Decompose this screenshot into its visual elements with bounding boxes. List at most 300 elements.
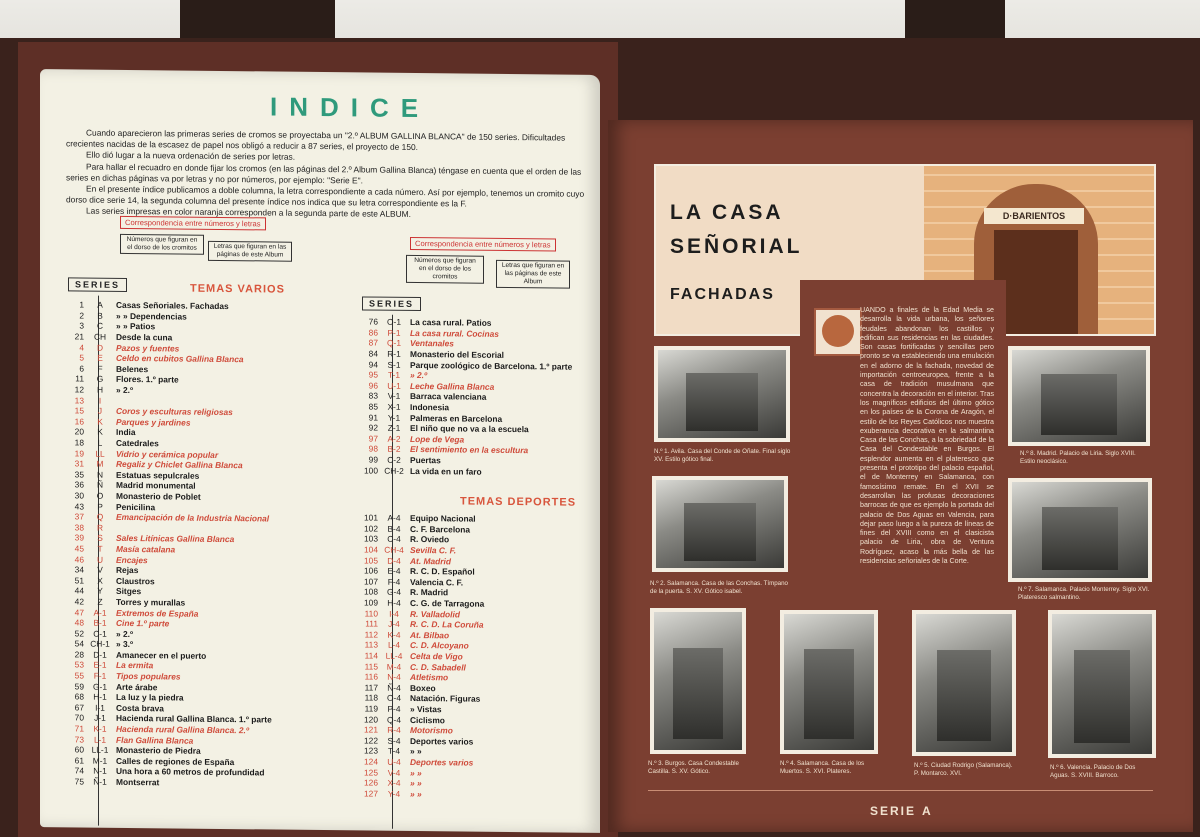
series-number: 107 xyxy=(364,576,378,587)
series-title: Flan Gallina Blanca xyxy=(116,734,194,746)
series-letter: Q-4 xyxy=(387,714,401,725)
sticker-card-4 xyxy=(780,610,878,754)
caption: N.º 6. Valencia. Palacio de Dos Aguas. S. XVIII. Barroco. xyxy=(1050,764,1136,779)
photo xyxy=(1012,350,1146,442)
series-letter: C-1 xyxy=(93,628,107,639)
series-title: Regaliz y Chiclet Gallina Blanca xyxy=(116,459,243,471)
series-letter: F xyxy=(97,363,103,374)
series-number: 121 xyxy=(364,724,378,735)
intro-paragraph: En el presente índice publicamos a doble columna, la letra correspondiente a cada número. Así por ejemplo, tenemos un cromito cuyo dorso dice serie 14, la segunda columna del presente índice nos indica que su letra correspondiente es la F. xyxy=(66,183,585,209)
series-number: 68 xyxy=(74,691,84,702)
series-letter: X xyxy=(97,575,103,586)
series-number: 123 xyxy=(364,745,378,756)
series-title: Extremos de España xyxy=(116,607,199,619)
series-letter: M xyxy=(96,458,104,469)
series-letter: Ñ xyxy=(96,480,104,491)
building xyxy=(686,373,758,431)
series-letter: D-1 xyxy=(93,649,107,660)
series-number: 39 xyxy=(74,532,84,543)
series-letter: B xyxy=(97,310,103,321)
series-letter: P xyxy=(97,501,103,512)
door xyxy=(994,230,1078,334)
series-number: 37 xyxy=(74,511,84,522)
series-number: 31 xyxy=(74,458,84,469)
series-title: » » xyxy=(410,746,422,757)
series-number: 83 xyxy=(368,390,378,402)
series-letter: H xyxy=(96,384,104,395)
title-line: SEÑORIAL xyxy=(670,235,803,258)
series-title: Amanecer en el puerto xyxy=(116,649,207,661)
series-title: Madrid monumental xyxy=(116,480,196,492)
section-heading: TEMAS DEPORTES xyxy=(460,495,577,509)
series-title: India xyxy=(116,427,136,438)
series-number: 86 xyxy=(368,327,378,338)
series-title: La luz y la piedra xyxy=(116,692,184,703)
sticker-card-1 xyxy=(654,346,790,442)
series-title: At. Bilbao xyxy=(410,629,450,641)
series-letter: G xyxy=(96,374,104,385)
series-number: 36 xyxy=(74,479,84,490)
series-letter: V xyxy=(97,564,103,575)
series-letter: I-4 xyxy=(389,608,399,619)
series-number: 67 xyxy=(74,702,84,713)
series-number: 4 xyxy=(79,342,84,353)
series-number: 3 xyxy=(79,320,84,332)
series-letter: P-4 xyxy=(387,703,401,714)
series-letter: I xyxy=(98,395,102,406)
series-letter: L xyxy=(97,437,103,448)
serie-label xyxy=(870,804,933,818)
series-letter: G-1 xyxy=(93,681,107,692)
series-number: 76 xyxy=(368,316,378,327)
series-letter: K xyxy=(97,427,103,438)
series-letter: P-1 xyxy=(387,327,401,338)
sticker-card-2 xyxy=(652,476,788,572)
series-title: » 3.º xyxy=(116,639,134,650)
series-letter: S-1 xyxy=(387,359,401,370)
series-title: Torres y murallas xyxy=(116,596,186,608)
series-letter: S xyxy=(97,533,103,544)
series-number: 115 xyxy=(364,661,378,672)
series-number: 54 xyxy=(74,638,84,649)
series-letter: Y xyxy=(97,585,103,597)
series-letter: U xyxy=(96,554,104,565)
series-title: » » xyxy=(410,767,422,778)
series-title: La ermita xyxy=(116,660,154,671)
series-title: Coros y esculturas religiosas xyxy=(116,406,233,418)
series-letter: I-1 xyxy=(95,702,105,713)
series-number: 100 xyxy=(364,465,378,476)
series-letter: D-4 xyxy=(387,555,401,566)
series-letter: V-1 xyxy=(387,391,401,402)
series-title: La vida en un faro xyxy=(410,465,482,477)
series-letter: LL-4 xyxy=(385,650,403,661)
series-title: Lope de Vega xyxy=(410,433,465,445)
series-letter: Z-1 xyxy=(387,422,401,434)
series-title: Leche Gallina Blanca xyxy=(410,380,495,392)
series-number: 73 xyxy=(74,734,84,745)
series-title: Cine 1.º parte xyxy=(116,617,170,629)
series-letter: J xyxy=(97,405,103,416)
correspondence-label: Correspondencia entre números y letras xyxy=(410,237,556,252)
series-title: La casa rural. Cocinas xyxy=(410,327,499,339)
series-title: R. Madrid xyxy=(410,587,449,598)
photo xyxy=(658,350,786,438)
series-title: Masía catalana xyxy=(116,543,176,555)
series-number: 43 xyxy=(74,501,84,512)
series-title: C. G. de Tarragona xyxy=(410,597,485,609)
series-letter: H-4 xyxy=(387,597,401,608)
series-number: 112 xyxy=(364,629,378,640)
series-letter: C xyxy=(96,321,104,332)
series-title: Costa brava xyxy=(116,702,164,714)
intro-paragraph: Para hallar el recuadro en donde fijar los cromos (en las páginas del 2.º Album Gallina Blanca) téngase en cuenta que el orden de las series en dichas páginas va por letras y no por números, por ejemplo: "Serie E". xyxy=(66,161,582,186)
series-number: 13 xyxy=(74,395,84,406)
series-letter: LL-1 xyxy=(91,744,109,756)
index-column-1 xyxy=(64,299,272,788)
series-title: Catedrales xyxy=(116,437,159,449)
series-title: Monasterio del Escorial xyxy=(410,349,505,361)
series-title: Puertas xyxy=(410,454,441,466)
series-title: Hacienda rural Gallina Blanca. 1.º parte xyxy=(116,713,272,725)
series-number: 102 xyxy=(364,523,378,534)
series-letter: CH xyxy=(93,331,107,342)
series-number: 120 xyxy=(364,714,378,725)
series-letter: B-1 xyxy=(93,617,107,628)
series-title: Vidrio y cerámica popular xyxy=(116,448,219,460)
building xyxy=(1074,650,1130,742)
series-title: Indonesia xyxy=(410,401,450,413)
series-letter: B-2 xyxy=(387,444,401,455)
series-letter: U-1 xyxy=(387,380,401,391)
serie-word: SERIE xyxy=(870,804,917,818)
series-title: Atletismo xyxy=(410,672,449,683)
index-row xyxy=(358,788,484,800)
index-column-2-sports xyxy=(358,512,484,799)
serie-a-page xyxy=(608,120,1193,832)
series-letter: K xyxy=(97,416,103,427)
series-number: 92 xyxy=(368,422,378,433)
series-number: 11 xyxy=(75,373,84,384)
correspondence-label: Correspondencia entre números y letras xyxy=(120,216,266,231)
series-title: R. C. D. La Coruña xyxy=(410,619,484,630)
series-title: El sentimiento en la escultura xyxy=(410,444,529,456)
series-title: » 2.º xyxy=(116,628,134,639)
series-title: Equipo Nacional xyxy=(410,513,476,524)
series-letter: E-1 xyxy=(93,660,107,671)
series-number: 48 xyxy=(74,617,84,628)
series-title: Claustros xyxy=(116,575,155,587)
series-number: 126 xyxy=(364,777,378,788)
series-title: » » xyxy=(410,778,422,789)
series-number: 74 xyxy=(74,765,84,776)
serie-letter: A xyxy=(922,804,933,818)
series-number: 101 xyxy=(364,512,378,523)
sticker-card-6 xyxy=(1048,610,1156,758)
series-number: 118 xyxy=(364,692,378,703)
series-title: Estatuas sepulcrales xyxy=(116,469,200,481)
series-number: 106 xyxy=(364,565,378,576)
series-title: Hacienda rural Gallina Blanca. 2.º xyxy=(116,723,249,736)
building xyxy=(1041,374,1116,435)
series-title: » 2.º xyxy=(116,384,134,396)
series-title: Ventanales xyxy=(410,338,454,349)
caption: N.º 1. Avila. Casa del Conde de Oñate. Final siglo XV. Estilo gótico final. xyxy=(654,448,791,463)
series-letter: Q xyxy=(96,511,104,522)
series-number: 96 xyxy=(368,380,378,391)
series-title: Deportes varios xyxy=(410,756,474,768)
series-number: 12 xyxy=(74,384,84,395)
series-title: Palmeras en Barcelona xyxy=(410,412,503,424)
series-number: 110 xyxy=(364,608,378,619)
building xyxy=(804,649,854,739)
letters-note: Letras que figuran en las páginas de este Album xyxy=(208,241,292,262)
series-number: 85 xyxy=(368,401,378,412)
series-number: 1 xyxy=(79,299,84,310)
series-number: 60 xyxy=(74,744,84,755)
series-number: 46 xyxy=(74,553,84,565)
series-title: C. F. Barcelona xyxy=(410,523,471,535)
series-letter: M-4 xyxy=(386,661,402,672)
sticker-card-3 xyxy=(650,608,746,754)
series-number: 122 xyxy=(364,735,378,746)
series-letter: Q-1 xyxy=(387,338,401,349)
series-letter: D xyxy=(96,342,104,353)
intro-paragraph: Ello dió lugar a la nueva ordenación de series por letras. xyxy=(86,149,296,163)
sticker-card-7 xyxy=(1008,478,1152,582)
series-title: Desde la cuna xyxy=(116,331,173,343)
series-number: 59 xyxy=(74,681,84,692)
series-number: 2 xyxy=(79,310,84,321)
series-letter: J-1 xyxy=(94,713,106,724)
series-letter: A-4 xyxy=(387,513,401,524)
series-letter: R-1 xyxy=(387,348,401,359)
body-text xyxy=(808,306,994,566)
series-title: Valencia C. F. xyxy=(410,576,464,588)
series-title: La casa rural. Patios xyxy=(410,317,492,329)
series-number: 127 xyxy=(364,788,378,799)
series-number: 44 xyxy=(74,585,84,596)
series-letter: R xyxy=(96,522,104,533)
series-letter: G-4 xyxy=(387,587,401,598)
series-title: » » xyxy=(410,788,422,799)
intro-paragraph: Cuando aparecieron las primeras series de cromos se proyectaba un "2.º ALBUM GALLINA BLANCA" de 150 series. Dificultades crecientes nacidas de la escasez de papel nos obligó a reducir a 87 series, el proyecto de 150. xyxy=(66,127,566,153)
caption: N.º 5. Ciudad Rodrigo (Salamanca). P. Montarco. XVI. xyxy=(914,762,1013,777)
building xyxy=(1042,507,1118,570)
series-number: 111 xyxy=(365,618,378,629)
door-sign: D·BARIENTOS xyxy=(984,208,1084,224)
series-number: 28 xyxy=(74,649,84,660)
series-letter: E xyxy=(97,352,103,363)
page-title xyxy=(670,196,803,264)
series-number: 35 xyxy=(74,469,84,480)
photo xyxy=(654,612,742,750)
numbers-note: Números que figuran en el dorso de los cromitos xyxy=(120,234,204,255)
series-letter: M-1 xyxy=(92,755,108,766)
series-title: Montserrat xyxy=(116,776,160,788)
series-number: 5 xyxy=(79,352,84,363)
series-title: Parques y jardines xyxy=(116,416,191,428)
index-row xyxy=(358,465,572,478)
series-letter: X-4 xyxy=(387,777,401,788)
page-subtitle: FACHADAS xyxy=(670,286,775,303)
series-letter: CH-1 xyxy=(90,638,110,650)
series-number: 109 xyxy=(364,597,378,608)
bottom-rule xyxy=(648,790,1153,791)
series-number: 97 xyxy=(368,433,378,444)
series-title: Ciclismo xyxy=(410,714,445,725)
caption: N.º 7. Salamanca. Palacio Monterrey. Siglo XVI. Plateresco salmantino. xyxy=(1018,586,1150,601)
series-letter: T xyxy=(97,543,103,554)
letters-note: Letras que figuran en las páginas de este Album xyxy=(496,260,570,289)
series-title: Belenes xyxy=(116,363,149,375)
index-row xyxy=(64,776,272,789)
series-letter: Ñ-4 xyxy=(387,682,401,693)
series-letter: F-4 xyxy=(387,576,401,587)
series-title: Sitges xyxy=(116,586,142,597)
series-number: 113 xyxy=(364,639,378,651)
series-letter: O xyxy=(96,490,104,501)
series-letter: Y-4 xyxy=(387,788,401,799)
series-title: Sevilla C. F. xyxy=(410,545,457,556)
series-number: 104 xyxy=(364,544,378,555)
series-title: » » Patios xyxy=(116,321,156,332)
series-letter: C-2 xyxy=(387,454,401,465)
series-number: 99 xyxy=(368,454,378,465)
series-title: Emancipación de la Industria Nacional xyxy=(116,512,270,524)
series-title: Penicilina xyxy=(116,501,156,512)
body-paragraph: UANDO a finales de la Edad Media se desarrolla la vida urbana, los señores feudales abandonan los castillos y edifican sus residencias en las ciudades. Son casas fortificadas y sencillas pero pronto se va estableciendo una emulación en el adorno de la fachada, novedad de importación centroeuropea, frente a la casa de tradición musulmana que concentra la decoración en el interior. Tras los magníficos edificios del último gótico en los países de la Corona de Aragón, el estilo de los Reyes Católicos nos muestra exuberancia decorativa en la salmantina Casa de las Conchas, a la sobriedad de la Casa del Condestable en Burgos. El esplendor aumenta en el plateresco que presenta el prototipo del palacio español, el de Monterrey en Salamanca, con famosísimo remate. En el XVII se desarrollan las profusas decoraciones barrocas de que es ejemplo la portada del palacio de Dos Aguas en Valencia, para dejar paso luego a la pureza de líneas de fines del XVIII como en el clasicista palacio de Liria, obra de Ventura Rodríguez, acaso la más bella de las residencias señoriales de la Corte. xyxy=(860,306,994,566)
series-number: 53 xyxy=(74,659,84,671)
series-title: » Vistas xyxy=(410,703,442,715)
sticker-card-5 xyxy=(912,610,1016,756)
series-title: C. D. Sabadell xyxy=(410,661,466,673)
series-title: Tipos populares xyxy=(116,670,181,682)
series-title: Flores. 1.º parte xyxy=(116,374,179,385)
series-letter: A-2 xyxy=(387,433,401,444)
series-letter: CH-2 xyxy=(384,465,404,476)
building xyxy=(684,503,756,561)
series-number: 75 xyxy=(74,776,84,787)
series-title: Deportes varios xyxy=(410,735,474,747)
series-number: 98 xyxy=(368,443,378,455)
photo xyxy=(656,480,784,568)
intro-text xyxy=(66,127,586,222)
photo xyxy=(1052,614,1152,754)
series-header: SERIES xyxy=(362,296,421,311)
caption: N.º 2. Salamanca. Casa de las Conchas. Tímpano de la puerta. S. XV. Gótico isabel. xyxy=(650,580,788,595)
series-title: Casas Señoriales. Fachadas xyxy=(116,300,229,312)
series-header: SERIES xyxy=(68,277,127,292)
series-number: 71 xyxy=(74,723,84,734)
series-title: Monasterio de Piedra xyxy=(116,745,201,756)
series-number: 52 xyxy=(74,628,84,639)
series-letter: LL xyxy=(95,448,105,459)
series-letter: N-1 xyxy=(93,766,107,777)
series-number: 30 xyxy=(74,490,84,501)
sticker-card-8 xyxy=(1008,346,1150,446)
series-number: 103 xyxy=(364,533,378,545)
series-letter: O-1 xyxy=(387,316,401,328)
series-title: El niño que no va a la escuela xyxy=(410,423,529,435)
series-letter: U-4 xyxy=(387,756,401,767)
series-number: 116 xyxy=(364,671,378,682)
series-title: Rejas xyxy=(116,565,139,576)
index-page xyxy=(40,69,600,833)
photo xyxy=(1012,482,1148,578)
series-title: » 2.º xyxy=(410,370,428,381)
series-letter: K-1 xyxy=(93,723,107,734)
caption: N.º 8. Madrid. Palacio de Liria. Siglo XVIII. Estilo neoclásico. xyxy=(1020,450,1136,465)
series-number: 124 xyxy=(364,756,378,767)
series-letter: L-4 xyxy=(387,640,401,651)
series-number: 119 xyxy=(364,703,378,714)
series-number: 18 xyxy=(74,437,84,448)
series-title: Parque zoológico de Barcelona. 1.º parte xyxy=(410,359,573,372)
photo xyxy=(784,614,874,750)
series-title: Celdo en cubitos Gallina Blanca xyxy=(116,353,244,365)
series-number: 87 xyxy=(368,337,378,349)
series-title: Arte árabe xyxy=(116,681,158,692)
series-title: » » Dependencias xyxy=(116,310,187,322)
index-title: INDICE xyxy=(270,91,431,124)
series-number: 38 xyxy=(74,522,84,533)
series-letter: L-1 xyxy=(93,734,107,745)
series-number: 21 xyxy=(74,331,84,342)
series-title: R. Valladolid xyxy=(410,608,460,620)
series-title: Boxeo xyxy=(410,682,436,694)
series-title: Barraca valenciana xyxy=(410,391,487,403)
caption: N.º 3. Burgos. Casa Condestable Castilla. S. XV. Gótico. xyxy=(648,760,739,775)
building xyxy=(673,648,722,739)
series-title: R. C. D. Español xyxy=(410,566,475,577)
series-number: 45 xyxy=(74,543,84,554)
series-number: 19 xyxy=(74,448,84,459)
index-column-2 xyxy=(358,316,572,477)
series-number: 55 xyxy=(74,670,84,681)
series-letter: H-1 xyxy=(93,691,107,703)
series-letter: E-4 xyxy=(387,565,401,577)
series-number: 105 xyxy=(364,555,378,566)
series-title: Una hora a 60 metros de profundidad xyxy=(116,766,265,778)
section-heading: TEMAS VARIOS xyxy=(190,282,285,296)
series-number: 84 xyxy=(368,348,378,359)
series-number: 108 xyxy=(364,586,378,598)
series-number: 42 xyxy=(74,596,84,607)
series-number: 125 xyxy=(364,767,378,778)
series-number: 94 xyxy=(368,359,378,370)
series-title: Monasterio de Poblet xyxy=(116,490,201,502)
series-number: 70 xyxy=(74,712,84,723)
series-title: At. Madrid xyxy=(410,555,451,567)
title-line: LA CASA xyxy=(670,201,784,224)
series-title: Motorismo xyxy=(410,725,453,736)
series-title: Encajes xyxy=(116,554,148,565)
series-number: 34 xyxy=(74,564,84,575)
series-letter: V-4 xyxy=(387,767,401,778)
series-letter: T-4 xyxy=(387,746,401,757)
series-letter: N xyxy=(96,469,104,480)
series-number: 91 xyxy=(368,412,378,423)
series-number: 95 xyxy=(368,369,378,380)
series-number: 47 xyxy=(74,606,84,618)
series-letter: B-4 xyxy=(387,523,401,534)
series-title: C. D. Alcoyano xyxy=(410,640,469,651)
series-letter: Y-1 xyxy=(387,412,401,423)
series-title: Natación. Figuras xyxy=(410,693,481,705)
series-letter: R-4 xyxy=(387,724,401,736)
series-number: 51 xyxy=(74,575,84,586)
